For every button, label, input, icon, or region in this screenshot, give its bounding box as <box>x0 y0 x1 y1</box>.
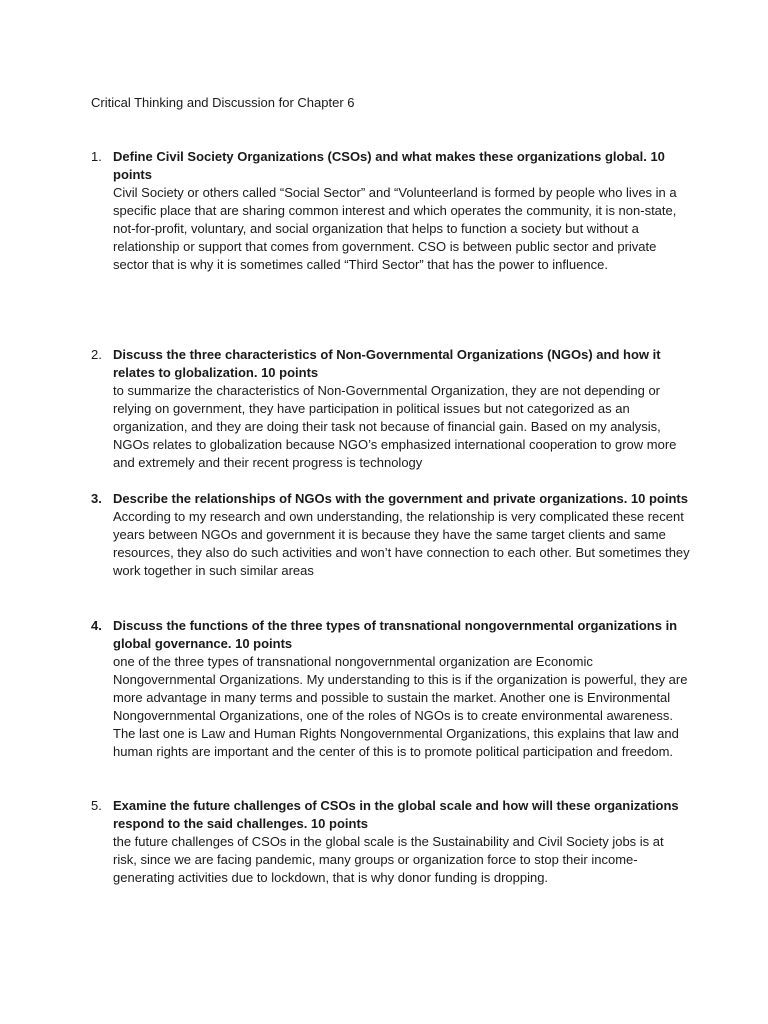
question-number: 1. <box>91 149 102 164</box>
document-title: Critical Thinking and Discussion for Chapter 6 <box>91 95 355 110</box>
question-number: 2. <box>91 347 102 362</box>
question-body <box>113 148 691 274</box>
question-answer: one of the three types of transnational nongovernmental organization are Economic Nongovernmental Organizations. My understanding to this is if the organization is powerful, they are more advantage in many terms and possible to sustain the market. Another one is Environmental Nongovernmental Organizations, one of the roles of NGOs is to create environmental awareness. The last one is Law and Human Rights Nongovernmental Organizations, this explains that law and human rights are important and the center of this is to promote political participation and freedom. <box>113 654 688 759</box>
question-number: 5. <box>91 798 102 813</box>
question-body <box>113 797 691 887</box>
question-item <box>91 490 691 580</box>
question-prompt: Examine the future challenges of CSOs in the global scale and how will these organizations respond to the said challenges. 10 points <box>113 798 679 831</box>
question-item <box>91 797 691 887</box>
question-item <box>91 617 691 761</box>
question-item <box>91 148 691 274</box>
question-answer: to summarize the characteristics of Non-Governmental Organization, they are not depending or relying on government, they have participation in political issues but not categorized as an organization, and they are doing their task not because of financial gain. Based on my analysis, NGOs relates to globalization because NGO’s emphasized international cooperation to grow more and extremely and their recent progress is technology <box>113 383 677 470</box>
question-number: 4. <box>91 618 102 633</box>
question-prompt: Define Civil Society Organizations (CSOs) and what makes these organizations global. 10 points <box>113 149 665 182</box>
question-body <box>113 346 691 472</box>
question-prompt: Describe the relationships of NGOs with the government and private organizations. 10 points <box>113 491 688 506</box>
question-body <box>113 490 691 580</box>
question-answer: According to my research and own understanding, the relationship is very complicated these recent years between NGOs and government it is because they have the same target clients and same resources, they also do such activities and won’t have connection to each other. But sometimes they work together in such similar areas <box>113 509 690 578</box>
question-answer: Civil Society or others called “Social Sector” and “Volunteerland is formed by people who lives in a specific place that are sharing common interest and which operates the community, it is non-state, not-for-profit, voluntary, and social organization that helps to function a society but without a relationship or support that comes from government. CSO is between public sector and private sector that is why it is sometimes called “Third Sector” that has the power to influence. <box>113 185 677 272</box>
question-prompt: Discuss the three characteristics of Non-Governmental Organizations (NGOs) and how it relates to globalization. 10 points <box>113 347 661 380</box>
question-item <box>91 346 691 472</box>
question-body <box>113 617 691 761</box>
question-answer: the future challenges of CSOs in the global scale is the Sustainability and Civil Society jobs is at risk, since we are facing pandemic, many groups or organization force to stop their income-generating activities due to lockdown, that is why donor funding is dropping. <box>113 834 664 885</box>
question-number: 3. <box>91 491 102 506</box>
question-prompt: Discuss the functions of the three types of transnational nongovernmental organizations in global governance. 10 points <box>113 618 678 651</box>
